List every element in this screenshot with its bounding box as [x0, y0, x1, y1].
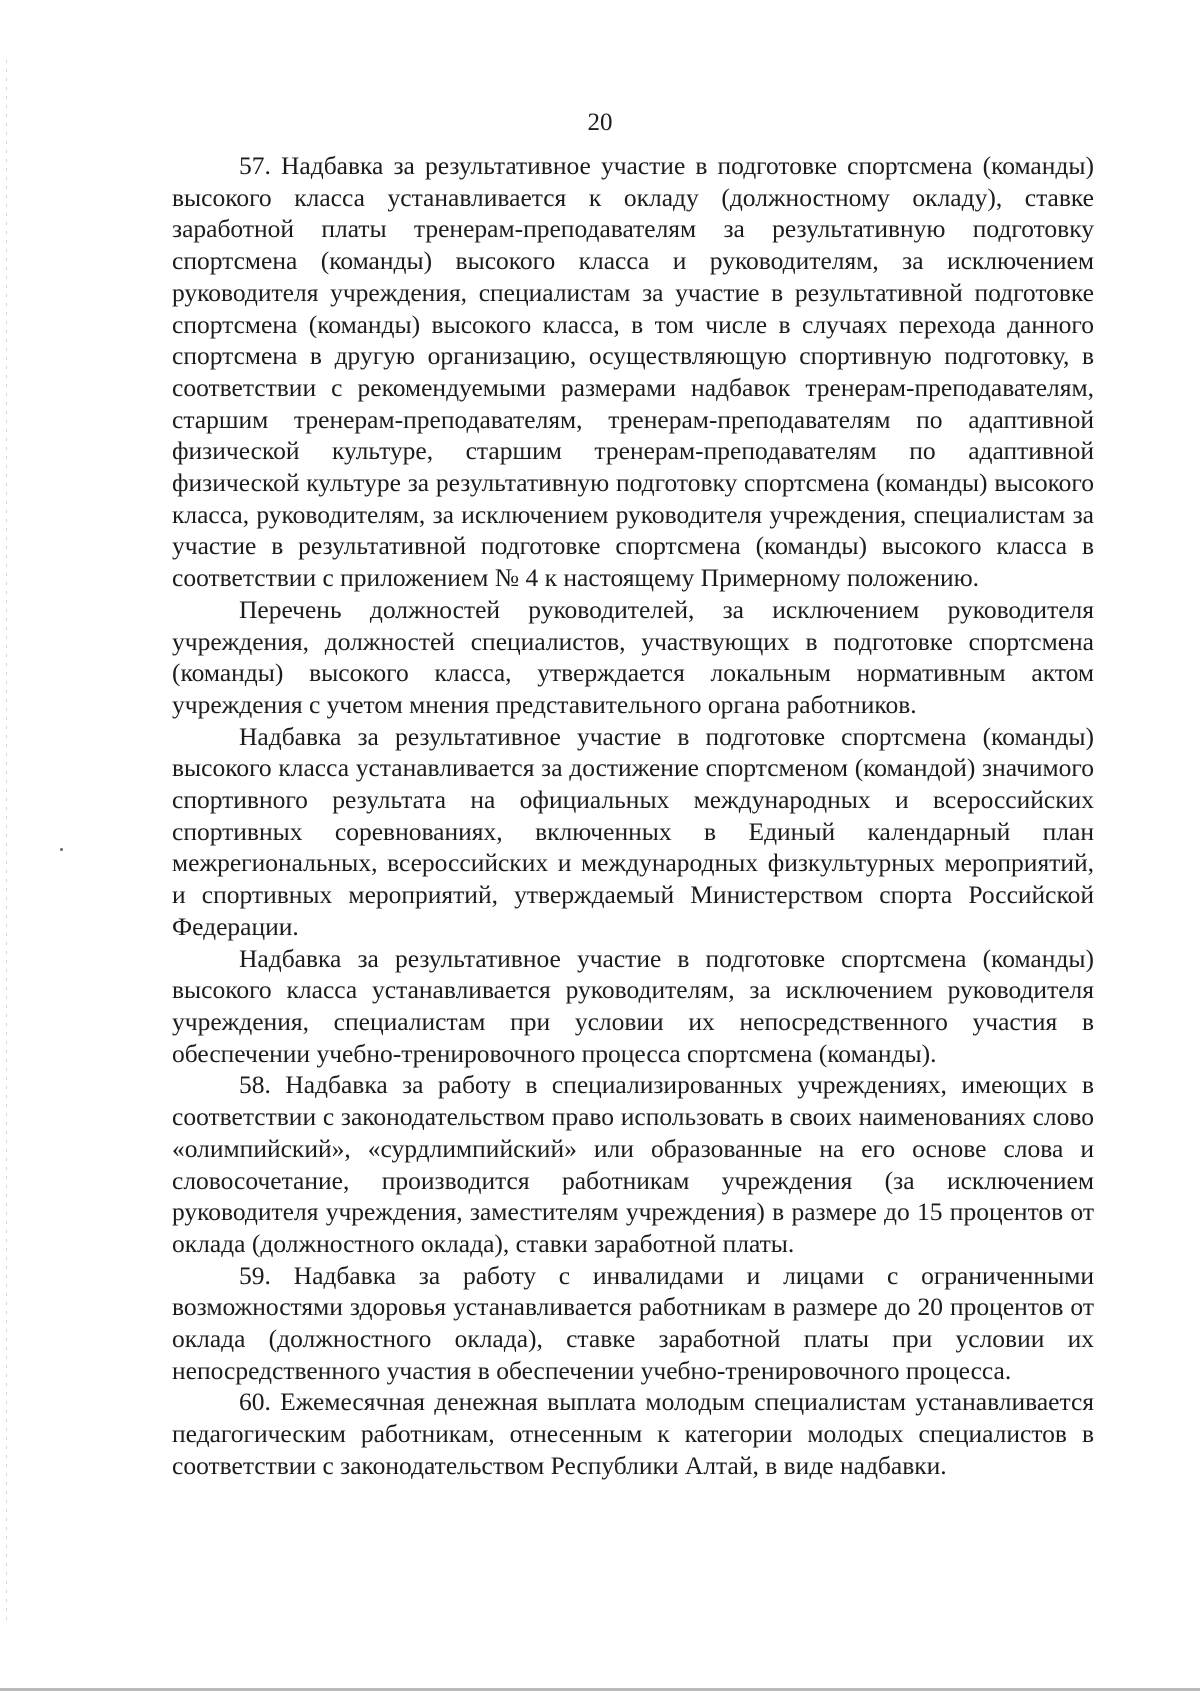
paragraph-positions-list: Перечень должностей руководителей, за исключением руководителя учреждения, должностей специалистов, участвующих в подготовке спортсмена (команды) высокого класса, утверждается локальным нормативным актом учреждения с учетом мнения представительного органа работников. — [172, 594, 1094, 719]
scan-edge-artifact — [6, 60, 7, 1620]
paragraph-58: 58. Надбавка за работу в специализированных учреждениях, имеющих в соответствии с законодательством право использовать в своих наименованиях слово «олимпийский», «сурдлимпийский» или образованные на его основе слова и словосочетание, производится работникам учреждения (за исключением руководителя учреждения, заместителям учреждения) в размере до 15 процентов от оклада (должностного оклада), ставки заработной платы. — [172, 1070, 1094, 1258]
document-body — [172, 150, 1094, 1482]
scan-speck — [60, 848, 63, 851]
paragraph-57: 57. Надбавка за результативное участие в подготовке спортсмена (команды) высокого класса устанавливается к окладу (должностному окладу), ставке заработной платы тренерам-преподавателям за результативную подготовку спортсмена (команды) высокого класса и руководителям, за исключением руководителя учреждения, специалистам за участие в результативной подготовке спортсмена (команды) высокого класса, в том числе в случаях перехода данного спортсмена в другую организацию, осуществляющую спортивную подготовку, в соответствии с рекомендуемыми размерами надбавок тренерам-преподавателям, старшим тренерам-преподавателям, тренерам-преподавателям по адаптивной физической культуре, старшим тренерам-преподавателям по адаптивной физической культуре за результативную подготовку спортсмена (команды) высокого класса, руководителям, за исключением руководителя учреждения, специалистам за участие в результативной подготовке спортсмена (команды) высокого класса в соответствии с приложением № 4 к настоящему Примерному положению. — [172, 151, 1094, 593]
paragraph-bonus-participation: Надбавка за результативное участие в подготовке спортсмена (команды) высокого класса устанавливается руководителям, за исключением руководителя учреждения, специалистам при условии их непосредственного участия в обеспечении учебно-тренировочного процесса спортсмена (команды). — [172, 943, 1094, 1068]
paragraph-bonus-achievement: Надбавка за результативное участие в подготовке спортсмена (команды) высокого класса устанавливается за достижение спортсменом (командой) значимого спортивного результата на официальных международных и всероссийских спортивных соревнованиях, включенных в Единый календарный план межрегиональных, всероссийских и международных физкультурных мероприятий, и спортивных мероприятий, утверждаемый Министерством спорта Российской Федерации. — [172, 721, 1094, 941]
paragraph-60: 60. Ежемесячная денежная выплата молодым специалистам устанавливается педагогическим работникам, отнесенным к категории молодых специалистов в соответствии с законодательством Республики Алтай, в виде надбавки. — [172, 1387, 1094, 1480]
scan-bottom-line — [0, 1688, 1200, 1691]
paragraph-59: 59. Надбавка за работу с инвалидами и лицами с ограниченными возможностями здоровья устанавливается работникам в размере до 20 процентов от оклада (должностного оклада), ставке заработной платы при условии их непосредственного участия в обеспечении учебно-тренировочного процесса. — [172, 1260, 1094, 1385]
page-number: 20 — [587, 109, 613, 136]
